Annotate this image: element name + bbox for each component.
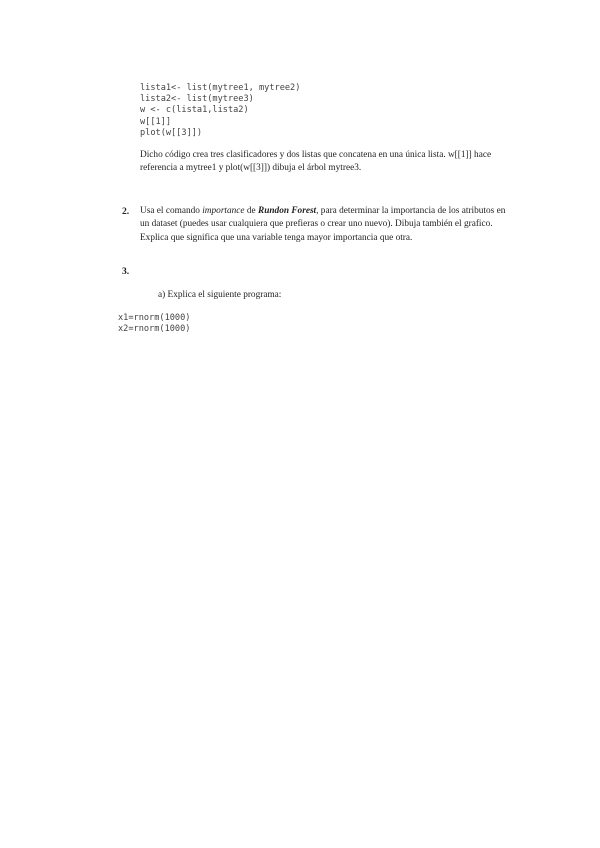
q2-text-part2: de (244, 206, 259, 216)
code-line-lista1: lista1<- list(mytree1, mytree2) (140, 83, 301, 93)
r-code-block-rnorm (118, 313, 190, 335)
question-3-subitem-a: a) Explica el siguiente programa: (158, 290, 282, 300)
question-3-number: 3. (122, 266, 130, 277)
q2-random-forest-keyword: Rundon Forest (258, 206, 317, 216)
code-explanation-paragraph (140, 149, 530, 176)
q2-text-part3: , para determinar la importancia de los atributos en un dataset (puedes usar cualquiera que prefieras o crear uno nuevo). Dibuja también el grafico. Explica que significa que una variable tenga mayor importancia que otra. (140, 206, 506, 243)
code-line-w-concat: w <- c(lista1,lista2) (140, 105, 249, 116)
code-line-plot: plot(w[[3]]) (140, 127, 203, 138)
explanation-line-1: Dicho código crea tres clasificadores y dos listas que concatena en una única lista. w[[1]] hace (140, 150, 492, 160)
code-line-x1: x1=rnorm(1000) (118, 313, 191, 323)
question-2-text (140, 205, 515, 245)
r-code-block-lists (140, 83, 300, 139)
explanation-line-2: referencia a mytree1 y plot(w[[3]]) dibuja el árbol mytree3. (140, 163, 362, 174)
code-line-lista2: lista2<- list(mytree3) (140, 94, 254, 105)
code-line-x2: x2=rnorm(1000) (118, 324, 191, 335)
q2-importance-keyword: importance (202, 206, 245, 216)
question-2-number: 2. (122, 206, 130, 217)
q2-text-part1: Usa el comando (140, 206, 203, 216)
code-line-w-index: w[[1]] (140, 116, 172, 127)
